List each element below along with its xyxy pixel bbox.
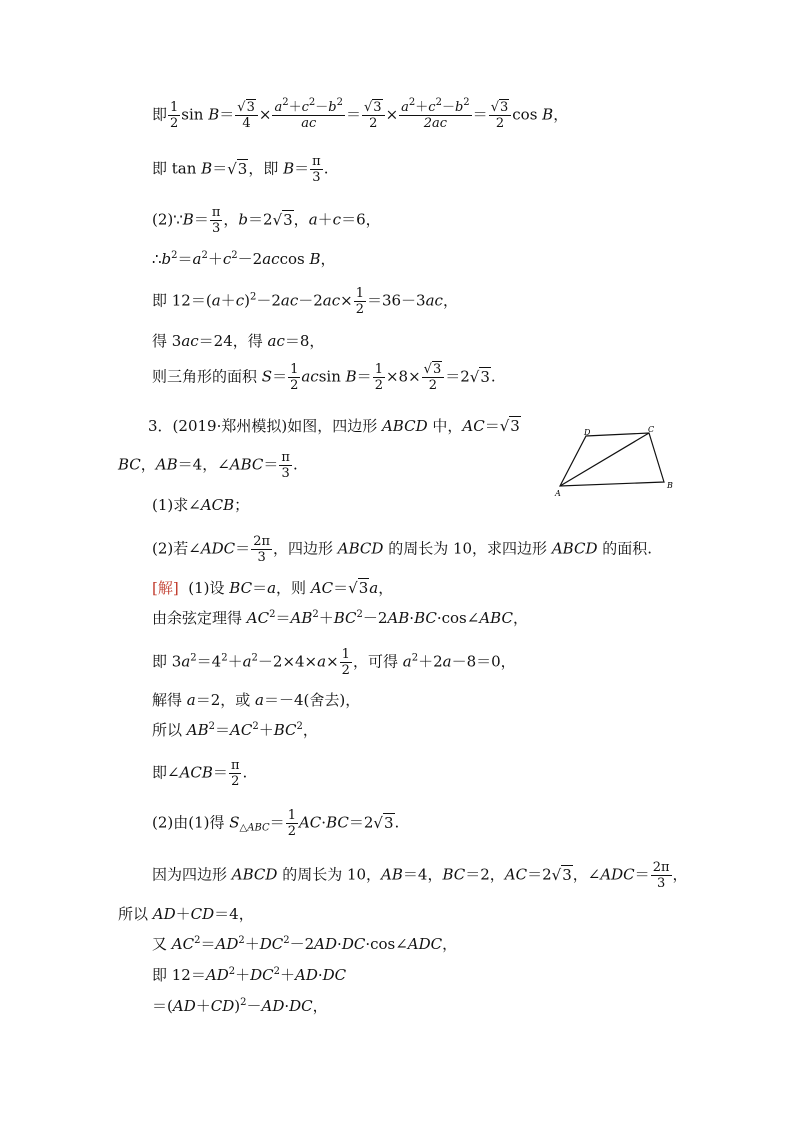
- quadrilateral-figure: [552, 424, 687, 499]
- label-c: C: [648, 425, 655, 434]
- solution-line-11: 即 $12=AD^2+DC^2+AD\cdot DC$: [152, 966, 347, 984]
- solution-line-2: 由余弦定理得 $AC^2=AB^2+BC^2-2AB\cdot BC\cdot\cos\angle ABC$，: [152, 609, 528, 627]
- solution-line-10: 又 $AC^2=AD^2+DC^2-2AD\cdot DC\cdot\cos\angle ADC$，: [152, 935, 458, 953]
- solution-line-6: 即∠ACB＝ $\frac{\pi}{2}$ .: [152, 758, 248, 789]
- solution-line-9: 所以 AD＋CD＝4，: [118, 905, 254, 923]
- solution-line-4: 解得 a＝2，或 a＝－4(舍去)，: [152, 691, 361, 709]
- label-d: D: [584, 428, 591, 437]
- solution-marker: [解]: [152, 579, 179, 597]
- formula-line-7: 则三角形的面积 S＝ $\frac{1}{2}$ acsin B＝ $\frac{1}{2}$ ×8× $\frac{√3}{2}$ ＝2√3.: [152, 362, 496, 393]
- label-a: A: [555, 489, 561, 498]
- problem-3-statement: 3．(2019·郑州模拟)如图，四边形 ABCD 中，AC＝√3: [148, 417, 520, 435]
- formula-line-2: 即 tan B＝√3，即 B＝ $\frac{\pi}{3}$ .: [152, 154, 329, 185]
- question-2: (2)若∠ADC＝ $\frac{2\pi}{3}$ ，四边形 ABCD 的周长为 10，求四边形 ABCD 的面积.: [152, 534, 653, 565]
- formula-line-5: 即 $12=(a+c)^2-2ac-2ac\times$ $\frac{1}{2}$ ＝36－3ac，: [152, 286, 458, 317]
- quadrilateral-outline: [560, 433, 664, 486]
- label-b: B: [667, 481, 673, 490]
- solution-line-12: $=(AD+CD)^2-AD\cdot DC$，: [152, 997, 328, 1015]
- formula-line-4: $\therefore b^2=a^2+c^2-2accos$ B，: [152, 250, 336, 268]
- solution-line-8: 因为四边形 ABCD 的周长为 10，AB＝4，BC＝2，AC＝2√3，∠ADC＝ $\frac{2\pi}{3}$ ，: [152, 860, 688, 891]
- solution-line-7: (2)由(1)得 $S_{\triangle ABC}=$ $\frac{1}{2}$ AC·BC＝2√3.: [152, 808, 400, 839]
- solution-start: [解] (1)设 BC＝a，则 AC＝√3a，: [152, 579, 394, 597]
- solution-line-3: 即 $3a^2=4^2+a^2-2\times 4\times a\times$ $\frac{1}{2}$ ，可得 $a^2+2a-8=0$，: [152, 647, 516, 678]
- formula-line-3: (2)∵B＝ $\frac{\pi}{3}$ ，b＝2√3，a＋c＝6，: [152, 205, 381, 236]
- formula-line-6: 得 3ac＝24，得 ac＝8，: [152, 332, 325, 350]
- formula-line-1: 即 $\frac{1}{2}$ sin B＝ $\frac{√3}{4}$ × $\frac{a^2+c^2-b^2}{ac}$ ＝ $\frac{√3}{2}$ × $\frac{a^2+c^2-b^2}{2ac}$ ＝ $\frac{√3}{2}$ cos B，: [152, 97, 569, 131]
- solution-line-5: 所以 $AB^2=AC^2+BC^2$，: [152, 721, 318, 739]
- question-1: (1)求∠ACB；: [152, 496, 250, 514]
- problem-3-statement-cont: BC，AB＝4，∠ABC＝ $\frac{\pi}{3}$ .: [118, 450, 298, 481]
